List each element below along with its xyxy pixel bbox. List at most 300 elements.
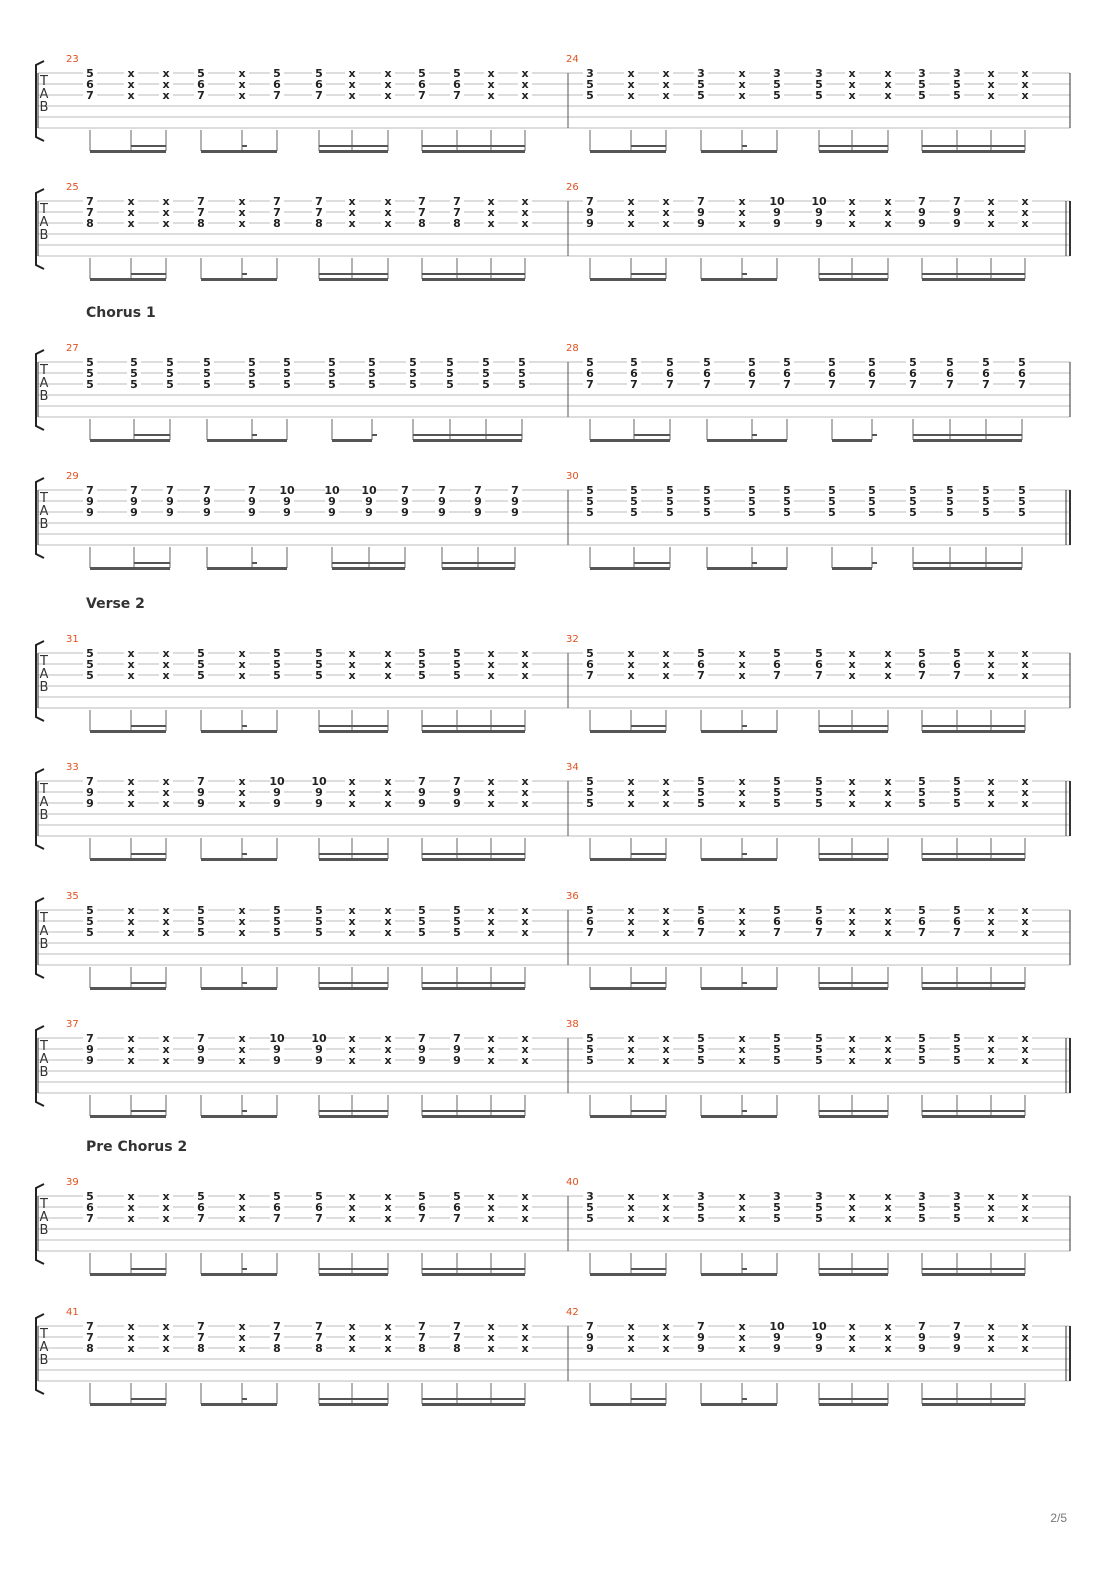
fret-number: 5	[418, 904, 426, 917]
measure-number: 38	[566, 1019, 579, 1030]
muted-note: x	[738, 1054, 746, 1067]
fret-number: 9	[918, 1342, 926, 1355]
fret-number: 6	[868, 367, 876, 380]
fret-number: 9	[586, 1342, 594, 1355]
fret-number: 9	[511, 506, 519, 519]
muted-note: x	[1021, 904, 1029, 917]
fret-number: 5	[703, 506, 711, 519]
muted-note: x	[348, 206, 356, 219]
beam	[590, 278, 666, 281]
muted-note: x	[521, 67, 529, 80]
fret-number: 5	[586, 797, 594, 810]
beam	[201, 858, 277, 861]
muted-note: x	[1021, 658, 1029, 671]
tab-clef-t: T	[40, 202, 48, 217]
muted-note: x	[884, 89, 892, 102]
fret-number: 5	[773, 797, 781, 810]
beam-secondary	[319, 725, 388, 727]
fret-number: 5	[586, 786, 594, 799]
beam	[819, 1273, 888, 1276]
fret-number: 5	[815, 1212, 823, 1225]
fret-number: 9	[438, 495, 446, 508]
beam-stub	[742, 982, 747, 984]
fret-number: 6	[909, 367, 917, 380]
muted-note: x	[487, 1043, 495, 1056]
beam	[90, 1115, 166, 1118]
muted-note: x	[738, 67, 746, 80]
muted-note: x	[738, 1342, 746, 1355]
tab-clef-a: A	[39, 1340, 49, 1355]
beam-secondary	[634, 434, 670, 436]
fret-number: 7	[418, 1320, 426, 1333]
fret-number: 7	[697, 1320, 705, 1333]
fret-number: 5	[86, 915, 94, 928]
fret-number: 9	[273, 797, 281, 810]
fret-number: 10	[324, 484, 340, 497]
fret-number: 5	[453, 904, 461, 917]
fret-number: 5	[283, 378, 291, 391]
beam-secondary	[631, 1268, 666, 1270]
fret-number: 5	[368, 356, 376, 369]
beam	[922, 150, 1025, 153]
muted-note: x	[884, 775, 892, 788]
fret-number: 10	[311, 1032, 327, 1045]
fret-number: 6	[953, 915, 961, 928]
fret-number: 5	[783, 495, 791, 508]
muted-note: x	[162, 1054, 170, 1067]
fret-number: 7	[166, 484, 174, 497]
muted-note: x	[1021, 1331, 1029, 1344]
muted-note: x	[162, 1320, 170, 1333]
beam-stub	[242, 725, 247, 727]
muted-note: x	[884, 1320, 892, 1333]
muted-note: x	[162, 195, 170, 208]
fret-number: 7	[273, 1212, 281, 1225]
fret-number: 9	[815, 1331, 823, 1344]
beam-secondary	[922, 145, 1025, 147]
fret-number: 9	[511, 495, 519, 508]
fret-number: 5	[518, 378, 526, 391]
fret-number: 9	[365, 495, 373, 508]
muted-note: x	[987, 669, 995, 682]
beam	[319, 987, 388, 990]
fret-number: 5	[86, 1190, 94, 1203]
muted-note: x	[987, 797, 995, 810]
muted-note: x	[848, 1054, 856, 1067]
fret-number: 5	[982, 506, 990, 519]
beam-secondary	[131, 1398, 166, 1400]
fret-number: 5	[86, 67, 94, 80]
fret-number: 9	[86, 495, 94, 508]
measure-number: 40	[566, 1177, 579, 1188]
beam-secondary	[134, 562, 170, 564]
fret-number: 5	[315, 915, 323, 928]
fret-number: 5	[586, 356, 594, 369]
beam-secondary	[319, 1398, 388, 1400]
fret-number: 5	[482, 367, 490, 380]
fret-number: 5	[828, 495, 836, 508]
muted-note: x	[238, 669, 246, 682]
muted-note: x	[1021, 217, 1029, 230]
muted-note: x	[348, 1342, 356, 1355]
fret-number: 5	[953, 1212, 961, 1225]
muted-note: x	[348, 89, 356, 102]
fret-number: 7	[130, 484, 138, 497]
fret-number: 7	[666, 378, 674, 391]
fret-number: 5	[197, 647, 205, 660]
fret-number: 7	[453, 195, 461, 208]
fret-number: 5	[86, 356, 94, 369]
beam	[422, 278, 525, 281]
muted-note: x	[884, 1054, 892, 1067]
fret-number: 5	[518, 356, 526, 369]
beam	[207, 567, 287, 570]
muted-note: x	[848, 915, 856, 928]
muted-note: x	[662, 67, 670, 80]
muted-note: x	[627, 1190, 635, 1203]
muted-note: x	[487, 1032, 495, 1045]
fret-number: 9	[953, 1342, 961, 1355]
muted-note: x	[162, 1032, 170, 1045]
fret-number: 9	[86, 1054, 94, 1067]
muted-note: x	[521, 926, 529, 939]
fret-number: 5	[773, 1054, 781, 1067]
beam-secondary	[922, 853, 1025, 855]
beam-secondary	[631, 1110, 666, 1112]
beam-secondary	[631, 853, 666, 855]
tab-clef-t: T	[40, 74, 48, 89]
muted-note: x	[521, 206, 529, 219]
beam	[819, 1403, 888, 1406]
fret-number: 9	[203, 506, 211, 519]
muted-note: x	[162, 915, 170, 928]
muted-note: x	[987, 786, 995, 799]
fret-number: 10	[279, 484, 295, 497]
muted-note: x	[348, 195, 356, 208]
fret-number: 7	[197, 1212, 205, 1225]
muted-note: x	[627, 195, 635, 208]
muted-note: x	[348, 904, 356, 917]
muted-note: x	[162, 78, 170, 91]
beam	[922, 1273, 1025, 1276]
muted-note: x	[738, 89, 746, 102]
fret-number: 7	[197, 195, 205, 208]
muted-note: x	[662, 647, 670, 660]
fret-number: 5	[273, 1190, 281, 1203]
fret-number: 9	[697, 217, 705, 230]
beam-secondary	[922, 273, 1025, 275]
muted-note: x	[238, 1201, 246, 1214]
fret-number: 8	[273, 217, 281, 230]
fret-number: 5	[446, 356, 454, 369]
fret-number: 5	[418, 1190, 426, 1203]
fret-number: 10	[769, 195, 785, 208]
fret-number: 3	[697, 67, 705, 80]
muted-note: x	[662, 1054, 670, 1067]
fret-number: 5	[418, 669, 426, 682]
beam	[707, 567, 787, 570]
beam	[90, 730, 166, 733]
fret-number: 9	[283, 495, 291, 508]
fret-number: 5	[453, 915, 461, 928]
muted-note: x	[662, 217, 670, 230]
muted-note: x	[162, 1043, 170, 1056]
muted-note: x	[987, 1054, 995, 1067]
fret-number: 5	[918, 1212, 926, 1225]
fret-number: 5	[315, 67, 323, 80]
muted-note: x	[1021, 1054, 1029, 1067]
fret-number: 5	[586, 1032, 594, 1045]
fret-number: 7	[453, 89, 461, 102]
fret-number: 7	[418, 1212, 426, 1225]
fret-number: 9	[283, 506, 291, 519]
muted-note: x	[162, 1331, 170, 1344]
beam-secondary	[131, 1110, 166, 1112]
muted-note: x	[1021, 1043, 1029, 1056]
beam	[922, 278, 1025, 281]
muted-note: x	[384, 669, 392, 682]
fret-number: 5	[453, 67, 461, 80]
fret-number: 6	[953, 658, 961, 671]
fret-number: 9	[248, 495, 256, 508]
fret-number: 8	[418, 1342, 426, 1355]
beam	[422, 730, 525, 733]
muted-note: x	[848, 797, 856, 810]
muted-note: x	[662, 926, 670, 939]
muted-note: x	[348, 1320, 356, 1333]
fret-number: 5	[586, 89, 594, 102]
beam	[90, 1273, 166, 1276]
beam	[922, 730, 1025, 733]
fret-number: 10	[269, 775, 285, 788]
muted-note: x	[987, 1201, 995, 1214]
fret-number: 5	[828, 356, 836, 369]
muted-note: x	[127, 915, 135, 928]
muted-note: x	[627, 1331, 635, 1344]
fret-number: 9	[586, 1331, 594, 1344]
beam	[201, 987, 277, 990]
fret-number: 5	[953, 78, 961, 91]
fret-number: 10	[361, 484, 377, 497]
muted-note: x	[238, 786, 246, 799]
fret-number: 9	[815, 206, 823, 219]
muted-note: x	[238, 797, 246, 810]
fret-number: 5	[86, 647, 94, 660]
fret-number: 5	[773, 647, 781, 660]
muted-note: x	[384, 1201, 392, 1214]
muted-note: x	[662, 1320, 670, 1333]
beam	[332, 439, 372, 442]
fret-number: 5	[703, 495, 711, 508]
beam-secondary	[319, 1110, 388, 1112]
beam	[319, 858, 388, 861]
measure-number: 37	[66, 1019, 79, 1030]
beam-stub	[752, 562, 757, 564]
muted-note: x	[848, 206, 856, 219]
muted-note: x	[384, 797, 392, 810]
muted-note: x	[162, 89, 170, 102]
beam-stub	[742, 1398, 747, 1400]
fret-number: 5	[1018, 506, 1026, 519]
fret-number: 7	[418, 1032, 426, 1045]
fret-number: 7	[197, 1032, 205, 1045]
fret-number: 7	[953, 669, 961, 682]
fret-number: 6	[418, 78, 426, 91]
fret-number: 5	[748, 484, 756, 497]
muted-note: x	[384, 1054, 392, 1067]
fret-number: 7	[248, 484, 256, 497]
beam-secondary	[422, 1398, 525, 1400]
fret-number: 5	[86, 669, 94, 682]
beam	[832, 439, 872, 442]
muted-note: x	[238, 647, 246, 660]
fret-number: 5	[815, 1043, 823, 1056]
fret-number: 5	[918, 78, 926, 91]
muted-note: x	[738, 647, 746, 660]
fret-number: 7	[748, 378, 756, 391]
muted-note: x	[487, 669, 495, 682]
muted-note: x	[1021, 1342, 1029, 1355]
beam-secondary	[819, 725, 888, 727]
fret-number: 5	[482, 378, 490, 391]
fret-number: 6	[273, 78, 281, 91]
muted-note: x	[521, 1190, 529, 1203]
muted-note: x	[987, 658, 995, 671]
fret-number: 5	[273, 669, 281, 682]
muted-note: x	[521, 217, 529, 230]
fret-number: 5	[453, 669, 461, 682]
fret-number: 5	[909, 495, 917, 508]
fret-number: 8	[86, 217, 94, 230]
fret-number: 9	[773, 1342, 781, 1355]
muted-note: x	[348, 926, 356, 939]
muted-note: x	[384, 926, 392, 939]
fret-number: 7	[315, 89, 323, 102]
beam-secondary	[319, 853, 388, 855]
measure-number: 30	[566, 471, 579, 482]
fret-number: 3	[773, 67, 781, 80]
muted-note: x	[884, 1190, 892, 1203]
muted-note: x	[127, 217, 135, 230]
muted-note: x	[738, 926, 746, 939]
muted-note: x	[238, 1190, 246, 1203]
fret-number: 5	[409, 356, 417, 369]
fret-number: 5	[446, 378, 454, 391]
fret-number: 7	[418, 195, 426, 208]
fret-number: 5	[697, 775, 705, 788]
muted-note: x	[348, 786, 356, 799]
tab-clef-b: B	[39, 1223, 49, 1238]
beam	[90, 150, 166, 153]
beam	[590, 150, 666, 153]
fret-number: 7	[418, 1331, 426, 1344]
muted-note: x	[521, 89, 529, 102]
muted-note: x	[162, 1201, 170, 1214]
fret-number: 8	[273, 1342, 281, 1355]
fret-number: 5	[666, 484, 674, 497]
tab-clef-b: B	[39, 517, 49, 532]
muted-note: x	[487, 1054, 495, 1067]
muted-note: x	[127, 1320, 135, 1333]
fret-number: 6	[773, 658, 781, 671]
muted-note: x	[487, 67, 495, 80]
beam-secondary	[319, 273, 388, 275]
muted-note: x	[238, 1212, 246, 1225]
fret-number: 9	[197, 797, 205, 810]
measure-number: 23	[66, 54, 79, 65]
fret-number: 5	[630, 495, 638, 508]
fret-number: 5	[868, 506, 876, 519]
muted-note: x	[1021, 1190, 1029, 1203]
beam	[819, 987, 888, 990]
muted-note: x	[987, 904, 995, 917]
muted-note: x	[348, 669, 356, 682]
fret-number: 5	[918, 904, 926, 917]
fret-number: 7	[586, 1320, 594, 1333]
beam-secondary	[922, 1110, 1025, 1112]
fret-number: 5	[773, 1201, 781, 1214]
muted-note: x	[238, 1043, 246, 1056]
fret-number: 5	[315, 647, 323, 660]
muted-note: x	[127, 195, 135, 208]
fret-number: 7	[946, 378, 954, 391]
fret-number: 5	[409, 367, 417, 380]
muted-note: x	[662, 915, 670, 928]
tab-clef-a: A	[39, 504, 49, 519]
muted-note: x	[884, 195, 892, 208]
fret-number: 6	[773, 915, 781, 928]
fret-number: 7	[418, 89, 426, 102]
muted-note: x	[127, 1054, 135, 1067]
tab-clef-t: T	[40, 911, 48, 926]
fret-number: 7	[315, 206, 323, 219]
muted-note: x	[987, 1331, 995, 1344]
beam-stub	[242, 853, 247, 855]
beam-secondary	[131, 145, 166, 147]
beam	[332, 567, 405, 570]
muted-note: x	[1021, 775, 1029, 788]
beam-stub	[242, 145, 247, 147]
muted-note: x	[521, 669, 529, 682]
fret-number: 9	[273, 1054, 281, 1067]
muted-note: x	[848, 89, 856, 102]
fret-number: 6	[783, 367, 791, 380]
fret-number: 9	[328, 495, 336, 508]
tab-clef-t: T	[40, 1327, 48, 1342]
muted-note: x	[627, 775, 635, 788]
fret-number: 5	[982, 356, 990, 369]
muted-note: x	[348, 797, 356, 810]
fret-number: 5	[773, 1043, 781, 1056]
muted-note: x	[884, 217, 892, 230]
muted-note: x	[884, 1043, 892, 1056]
fret-number: 5	[273, 658, 281, 671]
muted-note: x	[384, 1331, 392, 1344]
beam-secondary	[319, 1268, 388, 1270]
fret-number: 7	[703, 378, 711, 391]
muted-note: x	[884, 1212, 892, 1225]
fret-number: 5	[946, 484, 954, 497]
tab-clef-a: A	[39, 667, 49, 682]
measure-number: 33	[66, 762, 79, 773]
muted-note: x	[848, 775, 856, 788]
beam	[207, 439, 287, 442]
fret-number: 5	[518, 367, 526, 380]
fret-number: 5	[586, 1212, 594, 1225]
muted-note: x	[348, 1190, 356, 1203]
fret-number: 5	[446, 367, 454, 380]
muted-note: x	[384, 217, 392, 230]
